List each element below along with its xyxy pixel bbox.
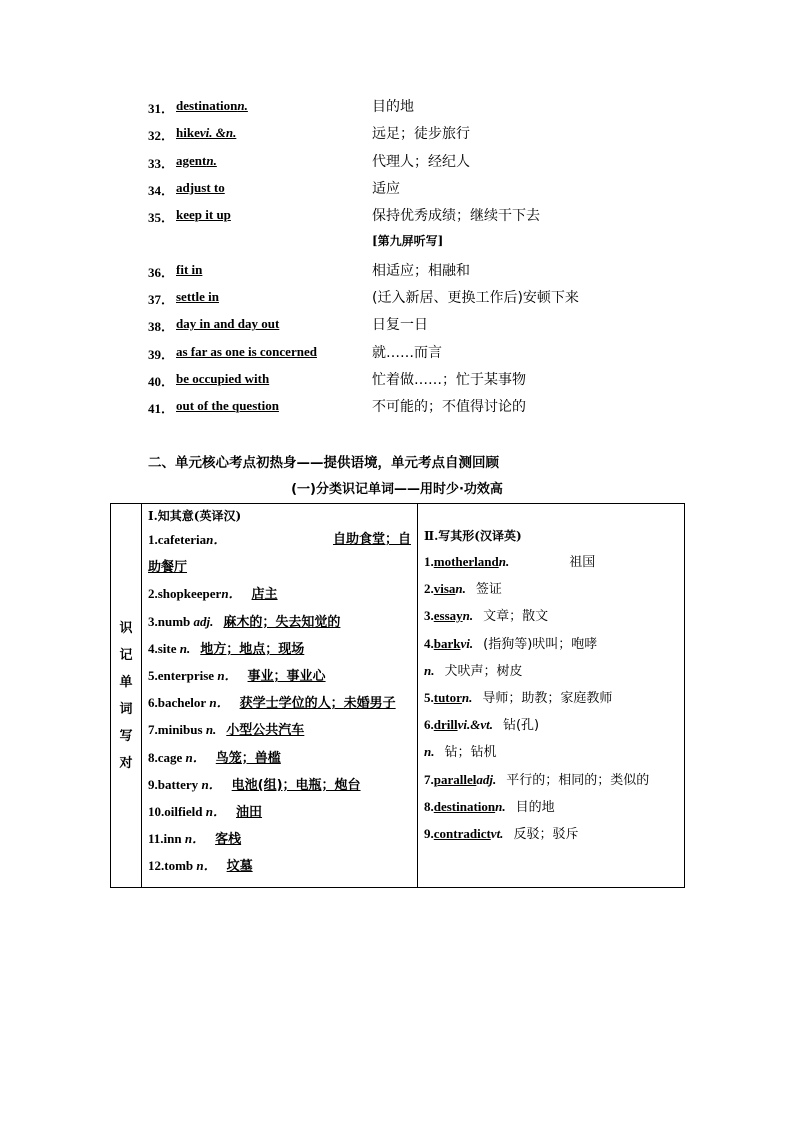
vocab-meaning: 代理人；经纪人 [372,153,470,170]
answer: visa [433,581,456,597]
list-item: 9.contradictvt. 反驳；驳斥 [424,825,579,842]
vocab-row [148,258,668,285]
vocab-meaning: 远足；徒步旅行 [372,126,470,143]
column-en-to-zh [142,504,418,888]
answer: contradict [433,825,491,841]
vocab-meaning: 不可能的；不值得讨论的 [372,399,526,416]
list-item: 4.site n. 地方；地点；现场 [148,640,305,657]
vocab-row [148,94,668,121]
vocab-meaning: 就……而言 [372,344,442,361]
answer: 坟墓 [226,859,253,875]
list-item: 2.visan. 签证 [424,581,502,598]
list-item: 1.motherlandn. 祖国 [424,554,596,570]
list-item: 11.inn n． 客栈 [148,831,242,848]
answer: 电池(组)；电瓶；炮台 [231,777,361,793]
vocab-row [148,121,668,148]
vocab-row [148,340,668,367]
vocab-number: 33． [148,155,175,171]
list-item: 12.tomb n． 坟墓 [148,858,253,875]
answer: 麻木的；失去知觉的 [223,614,341,630]
vocab-number: 31． [148,101,175,116]
answer: 油田 [236,804,263,820]
vocab-term: day in and day out [176,316,280,332]
list-item: 2.shopkeepern． 店主 [148,586,278,603]
vocab-meaning: 相适应；相融和 [372,262,470,279]
list-item: 4.barkvi. (指狗等)吠叫；咆哮 [424,635,598,652]
vocab-term: be occupied with [176,370,270,386]
vocab-term: hikevi. &n. [176,125,237,141]
vocab-term: keep it up [176,207,231,223]
vocab-term: agentn. [176,152,217,168]
list-item: 7.paralleladj. 平行的；相同的；类似的 [424,771,650,788]
column-zh-to-en [418,504,685,888]
vocab-meaning: 目的地 [372,99,414,115]
vocab-row [148,367,668,394]
vocab-number: 37． [148,292,175,308]
list-item: 9.battery n． 电池(组)；电瓶；炮台 [148,776,361,793]
answer: 助餐厅 [148,560,188,576]
answer: 地方；地点；现场 [200,641,305,657]
vocab-row [148,149,668,176]
screen-note: [第九屏听写] [372,234,444,249]
list-item: 3.numb adj. 麻木的；失去知觉的 [148,613,341,630]
vocab-number: 38． [148,319,175,335]
vocab-list [148,94,668,422]
vocab-term: out of the question [176,398,279,414]
vocab-meaning: 日复一日 [372,317,428,334]
vocab-meaning: 适应 [372,180,400,197]
vocab-number: 32． [148,128,175,144]
list-item: 8.cage n． 鸟笼；兽槛 [148,749,281,766]
screen-note-row [148,230,668,257]
list-item: 7.minibus n. 小型公共汽车 [148,722,305,739]
section-title: 二、单元核心考点初热身——提供语境，单元考点自测回顾 [148,455,499,471]
answer: motherland [433,554,499,569]
vocab-pos: n. [206,152,217,168]
answer: 小型公共汽车 [226,723,305,739]
answer: 获学士学位的人；未婚男子 [239,696,396,712]
answer: tutor [433,689,462,705]
vocab-meaning: 保持优秀成绩；继续干下去 [372,208,540,225]
answer: 事业；事业心 [247,668,326,684]
vocab-meaning: (迁入新居、更换工作后)安顿下来 [372,290,579,307]
list-item: 6.bachelor n． 获学士学位的人；未婚男子 [148,695,396,712]
word-table [110,503,685,888]
vocab-row [148,312,668,339]
sub-title: (一)分类识记单词——用时少·功效高 [291,482,503,497]
answer: drill [433,717,458,733]
vocab-pos: vi. &n. [199,125,237,141]
answer: 自助食堂；自 [332,532,411,547]
vocab-term: as far as one is concerned [176,343,317,359]
vocab-term: settle in [176,289,219,305]
list-item: n. 犬吠声；树皮 [424,662,523,679]
vocab-number: 39． [148,346,175,362]
answer: 店主 [251,587,278,603]
list-item [148,553,411,580]
list-item: 5.tutorn. 导师；助教；家庭教师 [424,689,613,706]
vocab-pos: n. [237,98,248,113]
answer: bark [433,635,461,651]
list-item: 5.enterprise n． 事业；事业心 [148,667,326,684]
side-label: 识 记 单 词 写 对 [111,504,142,888]
list-item: 3.essayn. 文章；散文 [424,608,549,625]
vocab-number: 41． [148,401,175,417]
answer: parallel [433,771,477,787]
vocab-number: 40． [148,373,175,389]
answer: 鸟笼；兽槛 [215,750,281,766]
answer: 客栈 [215,832,242,848]
list-item: 8.destinationn. 目的地 [424,798,555,815]
vocab-number: 35． [148,210,175,226]
vocab-row [148,394,668,421]
list-item: 10.oilfield n． 油田 [148,803,263,820]
vocab-term: adjust to [176,179,225,195]
vocab-row [148,285,668,312]
column-heading: Ⅱ.写其形(汉译英) [424,529,522,543]
list-item: n. 钻；钻机 [424,744,497,761]
column-heading: Ⅰ.知其意(英译汉) [148,509,242,523]
answer: essay [433,608,463,624]
vocab-meaning: 忙着做……；忙于某事物 [372,371,526,388]
vocab-row [148,203,668,230]
vocab-number: 34． [148,182,175,198]
answer: destination [433,798,496,814]
vocab-term: destinationn. [176,98,248,113]
vocab-term: fit in [176,261,203,277]
vocab-row [148,176,668,203]
list-item: 6.drillvi.&vt. 钻(孔) [424,717,540,734]
list-item: 1.cafeterian． 自助食堂；自 [148,526,411,553]
vocab-number: 36． [148,264,175,280]
